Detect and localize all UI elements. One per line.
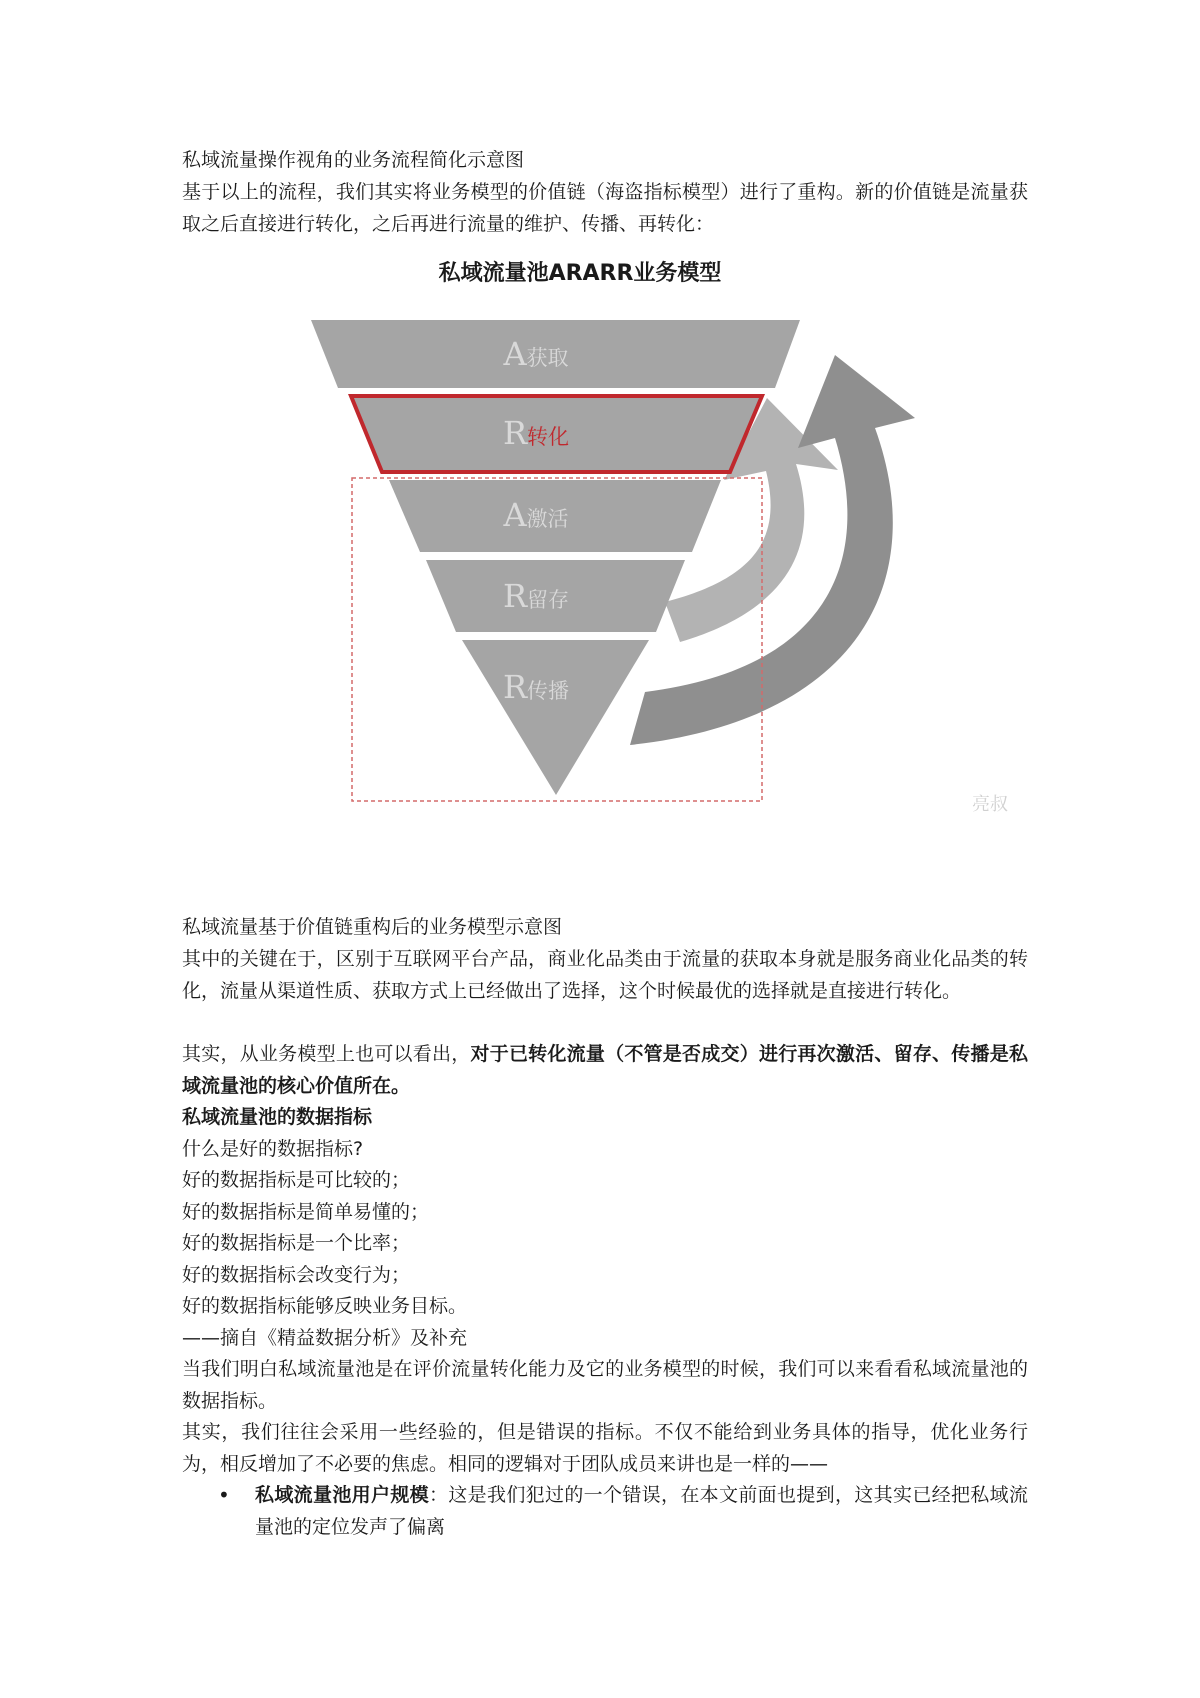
model-paragraph [182,1039,1028,1102]
section-title: 私域流量池的数据指标 [182,1106,373,1128]
bullet-item-text: ：这是我们犯过的一个错误，在本文前面也提到，这其实已经把私域流量池的定位发声了偏离 [255,1484,1028,1538]
funnel-segment-spread [462,640,649,795]
intro-paragraph: 基于以上的流程，我们其实将业务模型的价值链（海盗指标模型）进行了重构。新的价值链是流量获取之后直接进行转化，之后再进行流量的维护、传播、再转化： [182,181,1028,235]
stage-label-convert: R转化 [502,414,570,452]
stage-label-spread: R传播 [502,668,570,706]
bullet-item-title: 私域流量池用户规模 [255,1484,429,1506]
criteria-item: 好的数据指标是简单易懂的； [182,1201,430,1223]
ararr-diagram [300,250,1040,900]
watermark: 亮叔 [972,794,1008,815]
bullet-dot: • [218,1483,230,1507]
criteria-item: 好的数据指标能够反映业务目标。 [182,1295,468,1317]
caption-model: 私域流量基于价值链重构后的业务模型示意图 [182,916,563,938]
stage-label-activate: A激活 [503,496,569,534]
wrong-metrics-paragraph: 其实，我们往往会采用一些经验的，但是错误的指标。不仅不能给到业务具体的指导，优化业务行为，相反增加了不必要的焦虑。相同的逻辑对于团队成员来讲也是一样的—— [182,1421,1028,1475]
question-line: 什么是好的数据指标? [182,1138,364,1160]
model-paragraph-plain: 其实，从业务模型上也可以看出， [182,1043,471,1065]
model-paragraph-bold: 对于已转化流量（不管是否成交）进行再次激活、留存、传播是私域流量池的核心价值所在。 [182,1043,1028,1097]
criteria-item: 好的数据指标会改变行为； [182,1264,411,1286]
when-paragraph: 当我们明白私域流量池是在评价流量转化能力及它的业务模型的时候，我们可以来看看私域流量池的数据指标。 [182,1358,1028,1412]
stage-label-acquire: A获取 [503,335,569,373]
bullet-item [255,1480,1028,1543]
quote-source: ——摘自《精益数据分析》及补充 [182,1327,468,1349]
stage-label-retain: R留存 [502,577,570,615]
criteria-item: 好的数据指标是一个比率； [182,1232,411,1254]
diagram-title: 私域流量池ARARR业务模型 [438,261,722,286]
caption-process: 私域流量操作视角的业务流程简化示意图 [182,149,525,171]
key-paragraph: 其中的关键在于，区别于互联网平台产品，商业化品类由于流量的获取本身就是服务商业化品类的转化，流量从渠道性质、获取方式上已经做出了选择，这个时候最优的选择就是直接进行转化。 [182,948,1028,1002]
criteria-item: 好的数据指标是可比较的； [182,1169,411,1191]
